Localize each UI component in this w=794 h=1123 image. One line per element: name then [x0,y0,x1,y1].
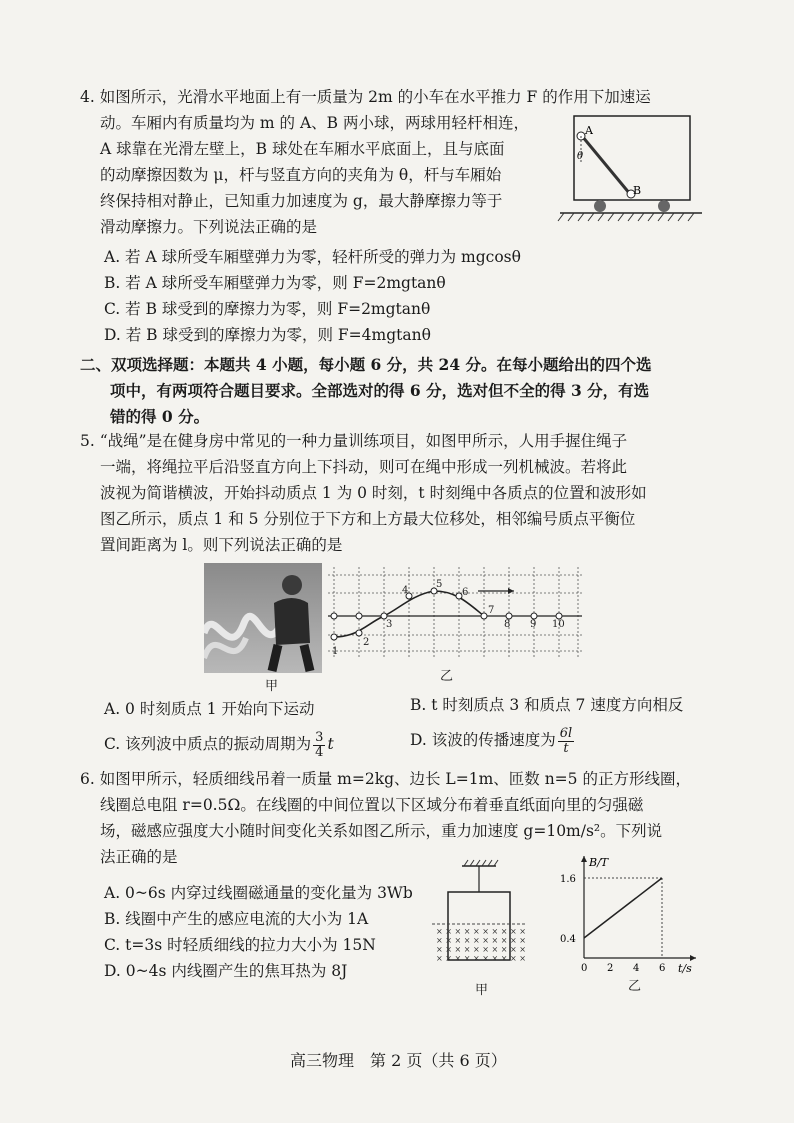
q6-fig-right-label: 乙 [628,979,642,994]
label-p9: 9 [530,619,537,630]
q5-option-c [104,726,334,762]
page-footer: 高三物理 第 2 页（共 6 页） [290,1051,507,1070]
q6-option-b: B. 线圈中产生的感应电流的大小为 1A [104,910,369,928]
q4-line-2: 动。车厢内有质量均为 m 的 A、B 两小球，两球用轻杆相连， [100,114,529,132]
y-tick-top: 1.6 [560,874,576,885]
q5-option-d-text: D. 该波的传播速度为 [410,731,556,749]
label-p4: 4 [402,585,409,596]
q4-option-d: D. 若 B 球受到的摩擦力为零，则 F=4mgtanθ [104,326,431,344]
label-a: A [585,124,593,137]
section2-line-1: 二、双项选择题：本题共 4 小题，每小题 6 分，共 24 分。在每小题给出的四个选 [80,355,652,374]
q5-option-c-num: 3 [315,729,324,745]
q4-cart-figure [556,110,726,228]
q5-line-1: 5. “战绳”是在健身房中常见的一种力量训练项目，如图甲所示，人用手握住绳子 [80,432,628,450]
label-b: B [633,184,642,197]
q6-coil-figure [430,858,530,983]
particle-left-end [331,613,337,619]
svg-text:× × × × × × × × × ×: × × × × × × × × × × [436,945,526,954]
x-tick-4: 4 [633,963,640,974]
q6-fig-left-label: 甲 [475,983,489,998]
label-p7: 7 [488,605,495,616]
label-theta: θ [577,151,584,162]
section2-line-2: 项中，有两项符合题目要求。全部选对的得 6 分，选对但不全的得 3 分，有选 [110,381,650,400]
q5-option-d-fraction [558,727,574,756]
q5-option-c-text: C. 该列波中质点的振动周期为 [104,735,312,753]
particle-2 [356,630,362,636]
x-tick-2: 2 [607,963,614,974]
label-p8: 8 [504,619,511,630]
b-line-series [584,878,662,938]
q4-line-6: 滑动摩擦力。下列说法正确的是 [100,218,318,236]
rod [582,136,630,194]
q6-option-a: A. 0~6s 内穿过线圈磁通量的变化量为 3Wb [104,884,413,902]
q6-line-4: 法正确的是 [100,848,178,866]
label-p6: 6 [462,587,469,598]
label-p3: 3 [386,619,393,630]
q5-line-4: 图乙所示，质点 1 和 5 分别位于下方和上方最大位移处，相邻编号质点平衡位 [100,510,636,528]
q4-option-c: C. 若 B 球受到的摩擦力为零，则 F=2mgtanθ [104,300,431,318]
q5-option-b: B. t 时刻质点 3 和质点 7 速度方向相反 [410,696,684,714]
q5-line-3: 波视为简谐横波，开始抖动质点 1 为 0 时刻，t 时刻绳中各质点的位置和波形如 [100,484,647,502]
q5-option-c-fraction [313,731,325,760]
q5-option-c-t: t [327,735,334,753]
q5-option-d-den: t [563,740,569,756]
x-tick-0: 0 [581,963,588,974]
particle-mid-31 [356,613,362,619]
q5-line-2: 一端，将绳拉平后沿竖直方向上下抖动，则可在绳中形成一列机械波。若将此 [100,458,628,476]
q6-line-1: 6. 如图甲所示，轻质细线吊着一质量 m=2kg、边长 L=1m、匝数 n=5 的正方形线圈， [80,770,691,788]
label-p1: 1 [332,646,339,657]
x-axis-label: t/s [678,962,692,975]
q6-line-3: 场，磁感应强度大小随时间变化关系如图乙所示，重力加速度 g=10m/s²。下列说 [100,822,663,840]
svg-text:× × × × × × × × × ×: × × × × × × × × × × [436,927,526,936]
battle-rope-photo [204,563,322,673]
q4-line-5: 终保持相对静止，已知重力加速度为 g，最大静摩擦力等于 [100,192,503,210]
q5-line-5: 置间距离为 l。则下列说法正确的是 [100,536,343,554]
svg-text:× × × × × × × × × ×: × × × × × × × × × × [436,954,526,963]
q4-line-1: 4. 如图所示，光滑水平地面上有一质量为 2m 的小车在水平推力 F 的作用下加速运 [80,88,651,106]
q6-line-2: 线圈总电阻 r=0.5Ω。在线圈的中间位置以下区域分布着垂直纸面向里的匀强磁 [100,796,644,814]
q5-option-d-num: 6l [559,725,573,741]
q5-option-a: A. 0 时刻质点 1 开始向下运动 [104,700,315,718]
q5-fig-left-label: 甲 [265,679,279,694]
y-tick-low: 0.4 [560,934,576,945]
q4-line-4: 的动摩擦因数为 μ，杆与竖直方向的夹角为 θ，杆与车厢始 [100,166,502,184]
q5-fig-right-label: 乙 [440,669,454,684]
section2-line-3: 错的得 0 分。 [110,407,210,426]
label-p2: 2 [363,637,370,648]
q5-option-c-den: 4 [315,744,324,760]
q4-option-a: A. 若 A 球所受车厢壁弹力为零，轻杆所受的弹力为 mgcosθ [104,248,521,266]
q5-option-d [410,722,576,758]
y-axis-label: B/T [589,856,609,869]
particle-1 [331,634,337,640]
label-p5: 5 [436,579,443,590]
x-tick-6: 6 [659,963,666,974]
wheel-right [658,200,670,212]
chart-axes [581,856,696,961]
q4-option-b: B. 若 A 球所受车厢壁弹力为零，则 F=2mgtanθ [104,274,446,292]
q6-option-d: D. 0~4s 内线圈产生的焦耳热为 8J [104,962,348,980]
wheel-left [594,200,606,212]
particle-7 [481,613,487,619]
q6-bt-graph [556,850,706,975]
q6-option-c: C. t=3s 时轻质细线的拉力大小为 15N [104,936,376,954]
label-p10: 10 [552,619,565,630]
q5-wave-diagram [328,563,588,663]
q4-line-3: A 球靠在光滑左壁上，B 球处在车厢水平底面上，且与底面 [100,140,505,158]
svg-text:× × × × × × × × × ×: × × × × × × × × × × [436,936,526,945]
